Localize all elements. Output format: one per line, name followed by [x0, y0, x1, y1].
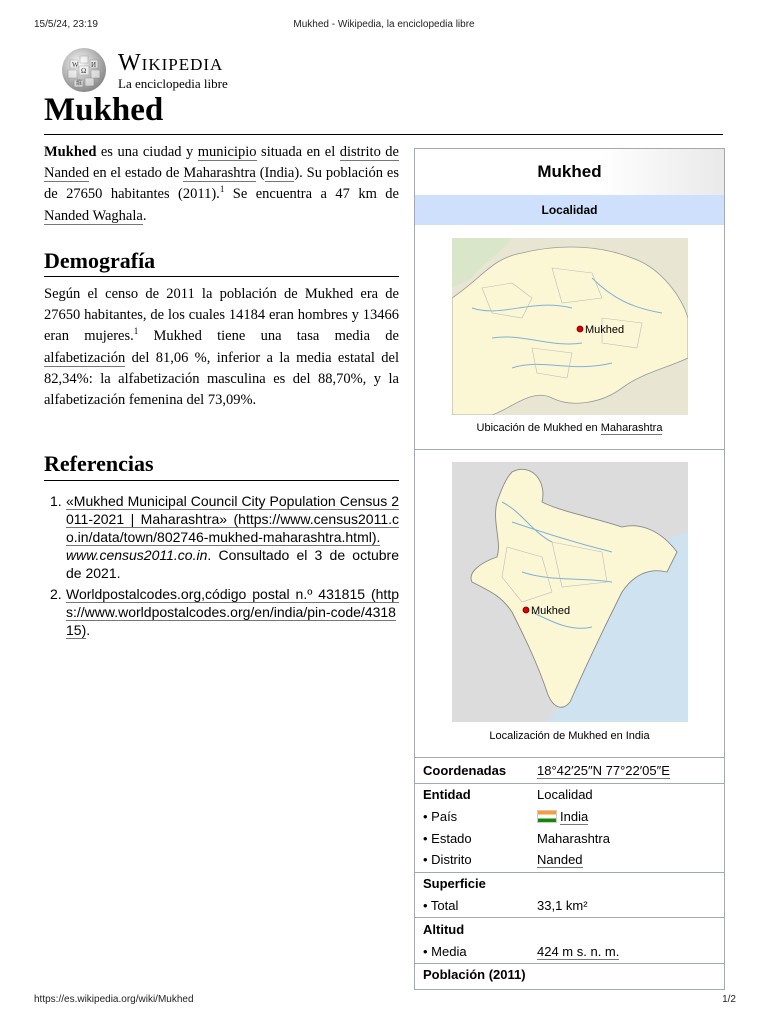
intro-paragraph [44, 142, 399, 227]
altitude-link[interactable]: 424 m s. n. m. [537, 944, 620, 959]
text: es una ciudad y [96, 144, 198, 160]
infobox-divider [415, 783, 724, 784]
row-value: Localidad [537, 787, 593, 802]
row-label: • Distrito [423, 852, 472, 867]
text: ). Su población es de 27650 habitantes (2011). [44, 165, 399, 203]
heading-referencias: Referencias [44, 451, 154, 476]
reference-link[interactable]: «Mukhed Municipal Council City Population Census 2011-2021 | Maharashtra» (https://www.census2011.co.in/data/town/802746-mukhed-maharashtra.html). [66, 493, 399, 545]
title-divider [44, 134, 723, 135]
row-label: • Estado [423, 831, 472, 846]
demografia-paragraph [44, 284, 399, 411]
text: Mukhed tiene una tasa media de [138, 328, 399, 345]
link-india[interactable]: India [264, 165, 295, 182]
text: ( [255, 165, 265, 182]
map-caption-maharashtra [415, 422, 724, 434]
india-flag-icon [537, 810, 557, 823]
infobox-subtitle: Localidad [415, 195, 724, 225]
heading-demografia: Demografía [44, 248, 156, 273]
infobox [414, 148, 725, 990]
heading-divider [44, 276, 399, 277]
text: situada en el [256, 144, 340, 160]
caption-text: Ubicación de Mukhed en [476, 422, 601, 434]
link-maharashtra-caption[interactable]: Maharashtra [600, 422, 663, 434]
svg-text:維: 維 [76, 81, 83, 87]
link-maharashtra[interactable]: Maharashtra [183, 165, 256, 182]
infobox-divider [415, 757, 724, 758]
row-label: • Total [423, 898, 459, 913]
row-label: Superficie [423, 876, 486, 891]
text: Se encuentra a 47 km de [224, 186, 399, 203]
map-label: Mukhed [585, 324, 625, 336]
wikipedia-wordmark: Wikipedia [118, 50, 224, 76]
row-label: Altitud [423, 922, 465, 937]
print-header [0, 19, 768, 33]
reference-link[interactable]: Worldpostalcodes.org,código postal n.º 431815 (https://www.worldpostalcodes.org/en/india/pin-code/431815) [66, 586, 399, 638]
reference-end: . [86, 622, 91, 638]
link-municipio[interactable]: municipio [197, 144, 257, 160]
references-list [44, 492, 399, 642]
wikipedia-tagline: La enciclopedia libre [118, 76, 228, 91]
row-value: Maharashtra [537, 831, 610, 846]
infobox-divider [415, 963, 724, 964]
row-value [537, 809, 588, 824]
row-label: Coordenadas [423, 763, 507, 778]
reference-link-1[interactable]: 1 [133, 326, 139, 337]
reference-accessed: . Consultado el 3 de octubre de 2021. [66, 547, 399, 581]
reference-item [44, 585, 399, 639]
row-label: Entidad [423, 787, 471, 802]
intro-bold-term: Mukhed [44, 144, 97, 160]
wikipedia-logo[interactable] [60, 46, 260, 96]
text: . [142, 207, 147, 224]
map-india[interactable] [452, 462, 688, 722]
text: en el estado de [89, 165, 184, 182]
reference-number: 2. [50, 586, 62, 602]
wikipedia-globe-icon [60, 46, 108, 94]
print-page-number: 1/2 [722, 994, 736, 1005]
heading-divider [44, 480, 399, 481]
print-page-title: Mukhed - Wikipedia, la enciclopedia libre [293, 19, 475, 30]
link-india-infobox[interactable]: India [560, 809, 589, 824]
reference-link-1[interactable]: 1 [219, 184, 225, 195]
maharashtra-map-image [452, 238, 688, 415]
link-distrito-de-nanded[interactable]: distrito de Nanded [44, 144, 399, 182]
map-maharashtra[interactable] [452, 238, 688, 415]
infobox-divider [415, 872, 724, 873]
link-nanded-waghala[interactable]: Nanded Waghala [44, 207, 143, 224]
svg-text:И: И [91, 61, 97, 69]
svg-text:W: W [72, 61, 79, 69]
print-datetime: 15/5/24, 23:19 [34, 19, 98, 30]
reference-number: 1. [50, 493, 62, 509]
print-url: https://es.wikipedia.org/wiki/Mukhed [34, 994, 194, 1005]
infobox-title: Mukhed [415, 149, 724, 195]
page-title: Mukhed [44, 92, 164, 128]
coordinates-link[interactable]: 18°42′25″N 77°22′05″E [537, 763, 670, 778]
infobox-divider [415, 449, 724, 450]
svg-text:Ω: Ω [81, 67, 87, 75]
link-nanded[interactable]: Nanded [537, 852, 583, 867]
reference-item [44, 492, 399, 582]
reference-site: www.census2011.co.in [66, 547, 208, 563]
row-label: • Media [423, 944, 467, 959]
row-label-text: • País [423, 809, 458, 824]
link-alfabetizacion[interactable]: alfabetización [44, 349, 126, 366]
map-label: Mukhed [531, 605, 571, 617]
india-map-image [452, 462, 688, 722]
row-label [423, 809, 457, 824]
text: del 81,06 %, inferior a la media estatal del 82,34%: la alfabetización masculina es del 88,70%, y la alfabetización femenina del 73,09%. [44, 349, 399, 409]
infobox-divider [415, 917, 724, 918]
row-label: Población (2011) [423, 967, 526, 982]
map-caption-india: Localización de Mukhed en India [489, 730, 650, 742]
text: Según el censo de 2011 la población de Mukhed era de 27650 habitantes, de los cuales 14184 eran hombres y 13466 eran mujeres. [44, 286, 399, 345]
row-value: 33,1 km² [537, 898, 588, 913]
